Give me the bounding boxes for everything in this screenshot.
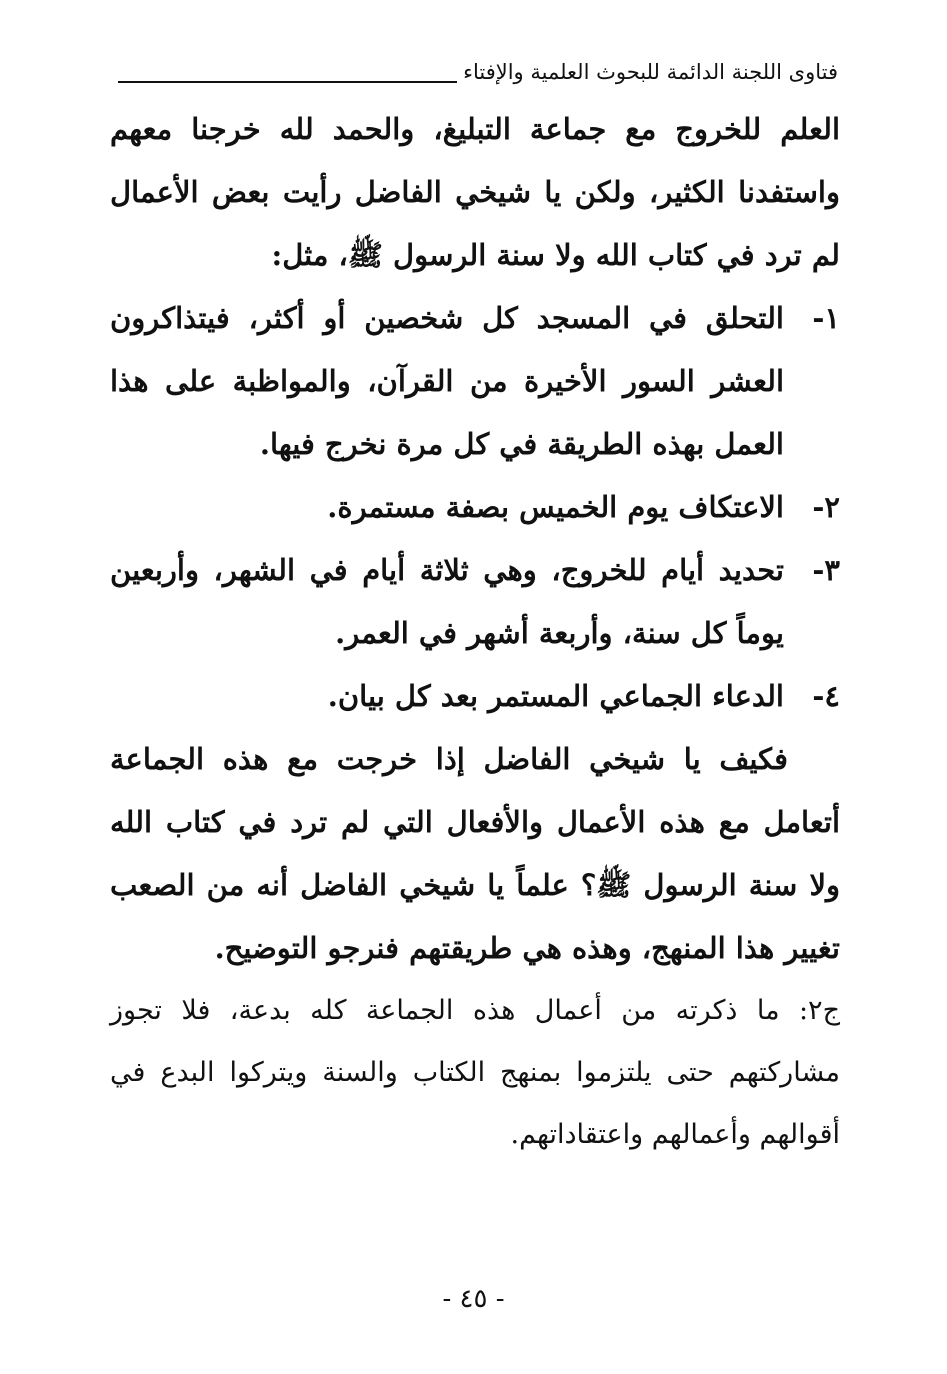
book-title: فتاوى اللجنة الدائمة للبحوث العلمية والإفتاء: [463, 60, 838, 84]
item-number: ٤-: [812, 679, 840, 713]
answer-paragraph: ج٢: ما ذكرته من أعمال هذه الجماعة كله بدعة، فلا تجوز مشاركتهم حتى يلتزموا بمنهج الكتاب والسنة ويتركوا البدع في أقوالهم وأعمالهم واعتقاداتهم.: [110, 995, 840, 1150]
item-text: التحلق في المسجد كل شخصين أو أكثر، فيتذاكرون العشر السور الأخيرة من القرآن، والمواظبة على هذا العمل بهذه الطريقة في كل مرة نخرج فيها.: [110, 301, 784, 461]
item-text: الاعتكاف يوم الخميس بصفة مستمرة.: [327, 490, 784, 524]
page-body: [110, 98, 840, 1166]
item-number: ٢-: [812, 490, 840, 524]
item-number: ٣-: [812, 553, 840, 587]
item-text: تحديد أيام للخروج، وهي ثلاثة أيام في الشهر، وأربعين يوماً كل سنة، وأربعة أشهر في العمر.: [110, 553, 784, 650]
page-number: - ٤٥ -: [442, 1284, 505, 1314]
question-item-3: [110, 539, 840, 665]
question-item-2: [110, 476, 840, 539]
running-header: [118, 52, 838, 92]
item-number: ١-: [812, 301, 840, 335]
question-item-1: [110, 287, 840, 476]
question-closing: فكيف يا شيخي الفاضل إذا خرجت مع هذه الجماعة أتعامل مع هذه الأعمال والأفعال التي لم ترد في كتاب الله ولا سنة الرسول ﷺ؟ علماً يا شيخي الفاضل أنه من الصعب تغيير هذا المنهج، وهذه هي طريقتهم فنرجو التوضيح.: [110, 742, 840, 965]
question-item-4: [110, 665, 840, 728]
header-rule: [118, 81, 457, 83]
question-intro: العلم للخروج مع جماعة التبليغ، والحمد لله خرجنا معهم واستفدنا الكثير، ولكن يا شيخي الفاضل رأيت بعض الأعمال لم ترد في كتاب الله ولا سنة الرسول ﷺ، مثل:: [110, 112, 840, 272]
item-text: الدعاء الجماعي المستمر بعد كل بيان.: [327, 679, 784, 713]
